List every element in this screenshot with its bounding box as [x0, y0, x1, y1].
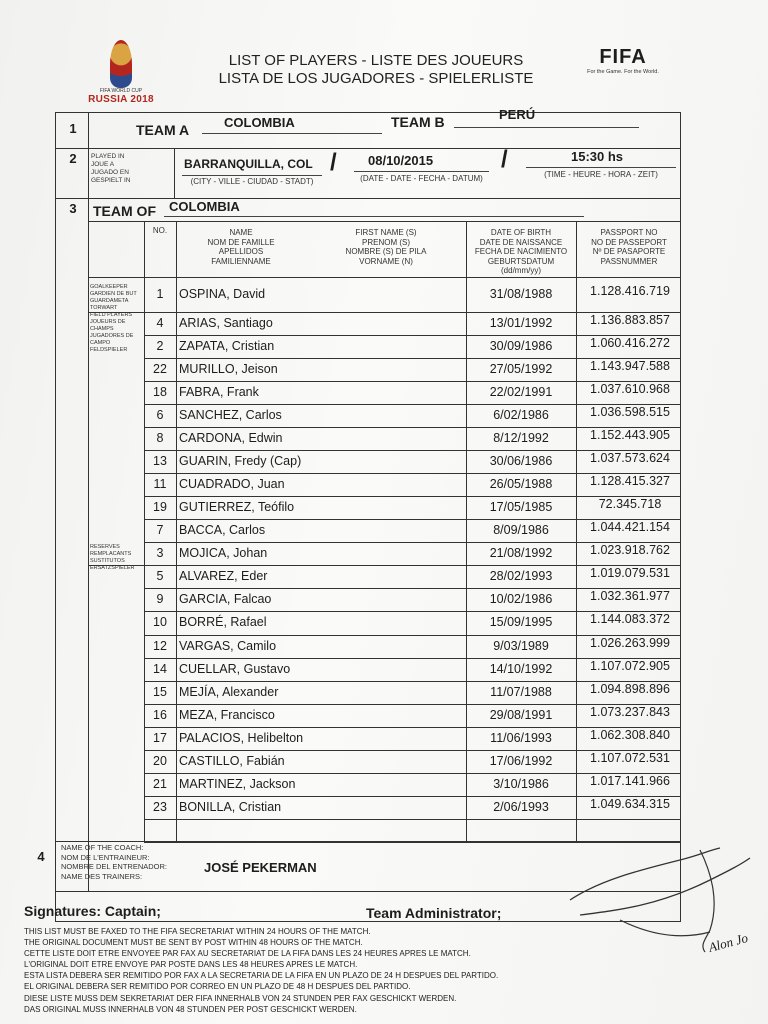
player-passport: 1.049.634.315: [590, 796, 670, 811]
note-line: ESTA LISTA DEBERA SER REMITIDO POR FAX A LA SECRETARIA DE LA FIFA EN UN PLAZO DE 24 H DESPUES DEL PARTIDO.: [24, 971, 499, 981]
player-passport: 1.060.416.272: [590, 335, 670, 350]
title-line-2: LISTA DE LOS JUGADORES - SPIELERLISTE: [218, 70, 534, 87]
team-a-label: TEAM A: [136, 122, 190, 138]
signature-scribble: [560, 840, 760, 970]
separator: /: [501, 146, 508, 173]
category-label: GUARDAMETA: [90, 298, 129, 304]
player-dob: 9/03/1989: [493, 638, 549, 653]
player-dob: 17/06/1992: [489, 753, 553, 768]
underline: [526, 167, 676, 168]
note-line: DIESE LISTE MUSS DEM SEKRETARIAT DER FIFA INNERHALB VON 24 STUNDEN PER FAX GESCHICKT WERDEN.: [24, 993, 457, 1003]
player-passport: 1.036.598.515: [590, 404, 670, 419]
player-passport: 1.107.072.905: [590, 658, 670, 673]
player-passport: 1.023.918.762: [590, 542, 670, 557]
captain-signature-label: Signatures: Captain;: [24, 903, 161, 919]
player-name: CARDONA, Edwin: [179, 430, 283, 445]
underline: [182, 175, 322, 176]
column-header-dob: GEBURTSDATUM: [487, 256, 555, 266]
category-label: FIELD PLAYERS: [90, 312, 133, 318]
player-dob: 31/08/1988: [489, 286, 553, 301]
player-dob: 27/05/1992: [489, 361, 553, 376]
column-header-name: APELLIDOS: [218, 247, 264, 256]
logo-small-text: FIFA WORLD CUP: [99, 88, 143, 94]
player-number: 8: [156, 430, 164, 445]
player-dob: 8/12/1992: [493, 430, 549, 445]
player-name: MARTINEZ, Jackson: [179, 776, 296, 791]
date-label: (DATE - DATE - FECHA - DATUM): [360, 174, 483, 183]
signature-stroke: [580, 858, 750, 915]
column-header-pass: Nº DE PASAPORTE: [592, 247, 666, 256]
column-header-first: PRENOM (S): [362, 237, 410, 247]
section-number-2: 2: [69, 151, 77, 166]
player-name: SANCHEZ, Carlos: [179, 407, 282, 422]
category-label: SUSTITUTOS: [90, 558, 125, 564]
player-name: BORRÉ, Rafael: [179, 615, 267, 629]
player-dob: 17/05/1985: [489, 499, 553, 514]
fifa-tagline: For the Game. For the World.: [587, 69, 659, 75]
player-number: 16: [153, 707, 167, 722]
player-number: 6: [156, 407, 164, 422]
column-header-first: NOMBRE (S) DE PILA: [345, 247, 427, 256]
section-number-1: 1: [69, 121, 77, 136]
category-label: ERSATZSPIELER: [90, 565, 135, 571]
column-header-name: FAMILIENNAME: [211, 256, 271, 266]
player-number: 20: [153, 753, 167, 768]
fifa-wordmark: FIFA: [599, 46, 647, 68]
player-number: 9: [156, 591, 164, 606]
player-number: 11: [153, 476, 167, 491]
player-name: ALVAREZ, Eder: [179, 568, 268, 583]
player-passport: 1.128.416.719: [590, 283, 670, 298]
category-label: JUGADORES DE: [90, 333, 134, 339]
player-name: CASTILLO, Fabián: [179, 753, 285, 768]
player-passport: 1.144.083.372: [590, 612, 670, 626]
category-label: CHAMPS: [90, 326, 114, 332]
player-number: 21: [153, 776, 167, 791]
player-number: 7: [156, 522, 164, 537]
player-list-form: [37, 107, 681, 922]
title-line-1: LIST OF PLAYERS - LISTE DES JOUEURS: [228, 52, 524, 69]
player-passport: 1.152.443.905: [590, 427, 670, 442]
divider: [88, 221, 680, 222]
player-dob: 2/06/1993: [493, 799, 549, 814]
category-label: JOUEURS DE: [90, 319, 126, 325]
player-passport: 72.345.718: [598, 496, 662, 511]
column-header-dob: DATE OF BIRTH: [490, 228, 552, 237]
player-name: FABRA, Frank: [179, 384, 259, 399]
player-name: BACCA, Carlos: [179, 522, 266, 537]
player-dob: 21/08/1992: [489, 545, 553, 560]
column-header-name: NOM DE FAMILLE: [207, 237, 275, 247]
note-line: THE ORIGINAL DOCUMENT MUST BE SENT BY POST WITHIN 48 HOURS OF THE MATCH.: [24, 938, 363, 948]
separator: /: [330, 149, 337, 176]
player-dob: 14/10/1992: [489, 661, 553, 676]
player-passport: 1.136.883.857: [590, 312, 670, 327]
player-name: MEZA, Francisco: [179, 707, 275, 722]
player-name: GARCIA, Falcao: [179, 591, 272, 606]
category-label: FELDSPIELER: [90, 347, 128, 353]
played-in-label: [91, 153, 131, 185]
player-passport: 1.107.072.531: [590, 750, 670, 765]
player-passport: 1.032.361.977: [590, 588, 670, 603]
admin-signature-label: Team Administrator;: [366, 905, 502, 921]
player-number: 15: [153, 684, 167, 699]
player-number: 14: [153, 661, 167, 676]
world-cup-logo: [86, 40, 156, 114]
player-passport: 1.037.610.968: [590, 381, 670, 396]
player-name: PALACIOS, Helibelton: [179, 730, 304, 745]
logo-text: RUSSIA 2018: [88, 94, 154, 105]
player-number: 5: [156, 568, 164, 583]
footer-notes: [24, 926, 498, 1015]
note-line: THIS LIST MUST BE FAXED TO THE FIFA SECRETARIAT WITHIN 24 HOURS OF THE MATCH.: [24, 927, 371, 936]
divider: [144, 819, 680, 820]
player-name: MOJICA, Johan: [179, 545, 268, 560]
player-name: MURILLO, Jeison: [179, 361, 278, 376]
signature-stroke: [700, 850, 714, 952]
note-line: L'ORIGINAL DOIT ETRE ENVOYE PAR POSTE DANS LES 48 HEURES APRES LE MATCH.: [24, 960, 358, 970]
player-name: BONILLA, Cristian: [179, 799, 282, 814]
divider: [56, 198, 680, 199]
player-passport: 1.094.898.896: [590, 681, 670, 696]
column-header-pass: PASSNUMMER: [600, 256, 658, 266]
category-label: TORWART: [90, 305, 118, 311]
page-title: [186, 52, 566, 88]
column-header-pass: PASSPORT NO: [600, 228, 658, 237]
coach-label-fr: NOM DE L'ENTRAINEUR:: [61, 852, 150, 862]
player-name: VARGAS, Camilo: [179, 638, 277, 653]
player-passport: 1.044.421.154: [590, 519, 670, 534]
coach-label-en: NAME OF THE COACH:: [61, 843, 144, 852]
category-label: GARDIEN DE BUT: [90, 291, 137, 297]
team-a-value: COLOMBIA: [224, 115, 295, 130]
played-in-es: JUGADO EN: [91, 169, 129, 176]
underline: [454, 127, 639, 128]
played-in-fr: JOUE A: [91, 161, 115, 168]
player-number: 3: [156, 545, 164, 560]
section-number-4: 4: [37, 849, 45, 864]
player-number: 23: [153, 799, 167, 814]
team-b-label: TEAM B: [391, 114, 445, 130]
player-passport: 1.073.237.843: [590, 704, 670, 719]
note-line: CETTE LISTE DOIT ETRE ENVOYEE PAR FAX AU SECRETARIAT DE LA FIFA DANS LES 24 HEURES APRES LE MATCH.: [24, 949, 471, 959]
player-name: GUARIN, Fredy (Cap): [179, 453, 302, 468]
player-number: 4: [156, 315, 164, 330]
player-passport: 1.026.263.999: [590, 635, 670, 650]
player-number: 2: [156, 338, 164, 353]
trophy-icon: [110, 40, 132, 88]
signature-text: Alon Jo: [706, 930, 750, 955]
player-number: 19: [153, 499, 167, 514]
player-passport: 1.062.308.840: [590, 727, 670, 742]
category-label: GOALKEEPER: [90, 284, 128, 290]
divider: [176, 221, 177, 842]
player-name: CUADRADO, Juan: [179, 476, 285, 491]
player-dob: 15/09/1995: [489, 615, 553, 629]
player-name: CUELLAR, Gustavo: [179, 661, 291, 676]
player-number: 17: [153, 730, 167, 745]
underline: [354, 171, 489, 172]
player-dob: 6/02/1986: [493, 407, 549, 422]
column-header-dob: DATE DE NAISSANCE: [479, 237, 563, 247]
divider: [88, 113, 89, 841]
fifa-logo: [568, 46, 678, 75]
player-dob: 13/01/1992: [489, 315, 553, 330]
player-dob: 30/09/1986: [489, 338, 553, 353]
divider: [88, 277, 680, 278]
player-name: ZAPATA, Cristian: [179, 338, 275, 353]
underline: [202, 133, 382, 134]
category-label: RESERVES: [90, 544, 120, 550]
column-header-dob: FECHA DE NACIMIENTO: [474, 247, 568, 256]
player-dob: 8/09/1986: [493, 522, 549, 537]
player-number: 1: [156, 286, 164, 301]
signature-stroke: [620, 920, 710, 936]
player-dob: 10/02/1986: [489, 591, 553, 606]
player-number: 18: [153, 384, 167, 399]
category-label: CAMPO: [90, 340, 111, 346]
time-value: 15:30 hs: [571, 149, 624, 164]
column-header-no: NO.: [152, 226, 168, 235]
column-header-pass: NO DE PASSEPORT: [591, 237, 667, 247]
player-dob: 11/07/1988: [490, 684, 552, 699]
team-b-value: PERÚ: [499, 107, 536, 122]
player-dob: 3/10/1986: [493, 776, 549, 791]
section-number-3: 3: [69, 201, 77, 216]
note-line: DAS ORIGINAL MUSS INNERHALB VON 48 STUNDEN PER POST GESCHICKT WERDEN.: [24, 1004, 357, 1014]
player-name: OSPINA, David: [179, 286, 266, 301]
player-number: 10: [153, 615, 167, 629]
player-passport: 1.019.079.531: [590, 565, 670, 580]
coach-label: [61, 843, 167, 882]
player-dob: 30/06/1986: [489, 453, 553, 468]
team-of-label: TEAM OF: [93, 203, 156, 219]
time-label: (TIME - HEURE - HORA - ZEIT): [544, 170, 658, 179]
player-number: 12: [153, 638, 167, 653]
column-header-first: FIRST NAME (S): [355, 228, 417, 237]
played-in-en: PLAYED IN: [91, 153, 125, 160]
player-dob: 29/08/1991: [489, 707, 553, 722]
city-value: BARRANQUILLA, COL: [184, 157, 313, 171]
signature-stroke: [570, 848, 720, 900]
player-number: 22: [153, 361, 167, 376]
player-passport: 1.143.947.588: [590, 358, 670, 373]
player-number: 13: [153, 453, 167, 468]
player-name: GUTIERREZ, Teófilo: [179, 499, 295, 514]
player-dob: 22/02/1991: [489, 384, 553, 399]
player-name: MEJÍA, Alexander: [179, 684, 279, 699]
underline: [164, 216, 584, 217]
player-dob: 26/05/1988: [489, 476, 553, 491]
played-in-de: GESPIELT IN: [91, 177, 131, 184]
column-header-name: NAME: [229, 228, 253, 237]
divider: [174, 148, 175, 198]
column-header-first: VORNAME (N): [359, 256, 413, 266]
player-dob: 28/02/1993: [489, 568, 553, 583]
player-dob: 11/06/1993: [490, 730, 552, 745]
coach-label-es: NOMBRE DEL ENTRENADOR:: [61, 862, 167, 872]
coach-value: JOSÉ PEKERMAN: [204, 860, 317, 875]
date-value: 08/10/2015: [368, 153, 434, 168]
player-name: ARIAS, Santiago: [179, 315, 273, 330]
category-label: REMPLACANTS: [90, 551, 132, 557]
team-of-value: COLOMBIA: [169, 199, 240, 214]
city-label: (CITY - VILLE - CIUDAD - STADT): [190, 177, 314, 186]
player-passport: 1.037.573.624: [590, 450, 670, 465]
note-line: EL ORIGINAL DEBERA SER REMITIDO POR CORREO EN UN PLAZO DE 48 H DESPUES DEL PARTIDO.: [24, 982, 411, 992]
player-passport: 1.128.415.327: [590, 473, 670, 488]
coach-label-de: NAME DES TRAINERS:: [61, 872, 143, 882]
player-passport: 1.017.141.966: [590, 773, 670, 788]
column-header-dob: (dd/mm/yy): [501, 266, 541, 275]
